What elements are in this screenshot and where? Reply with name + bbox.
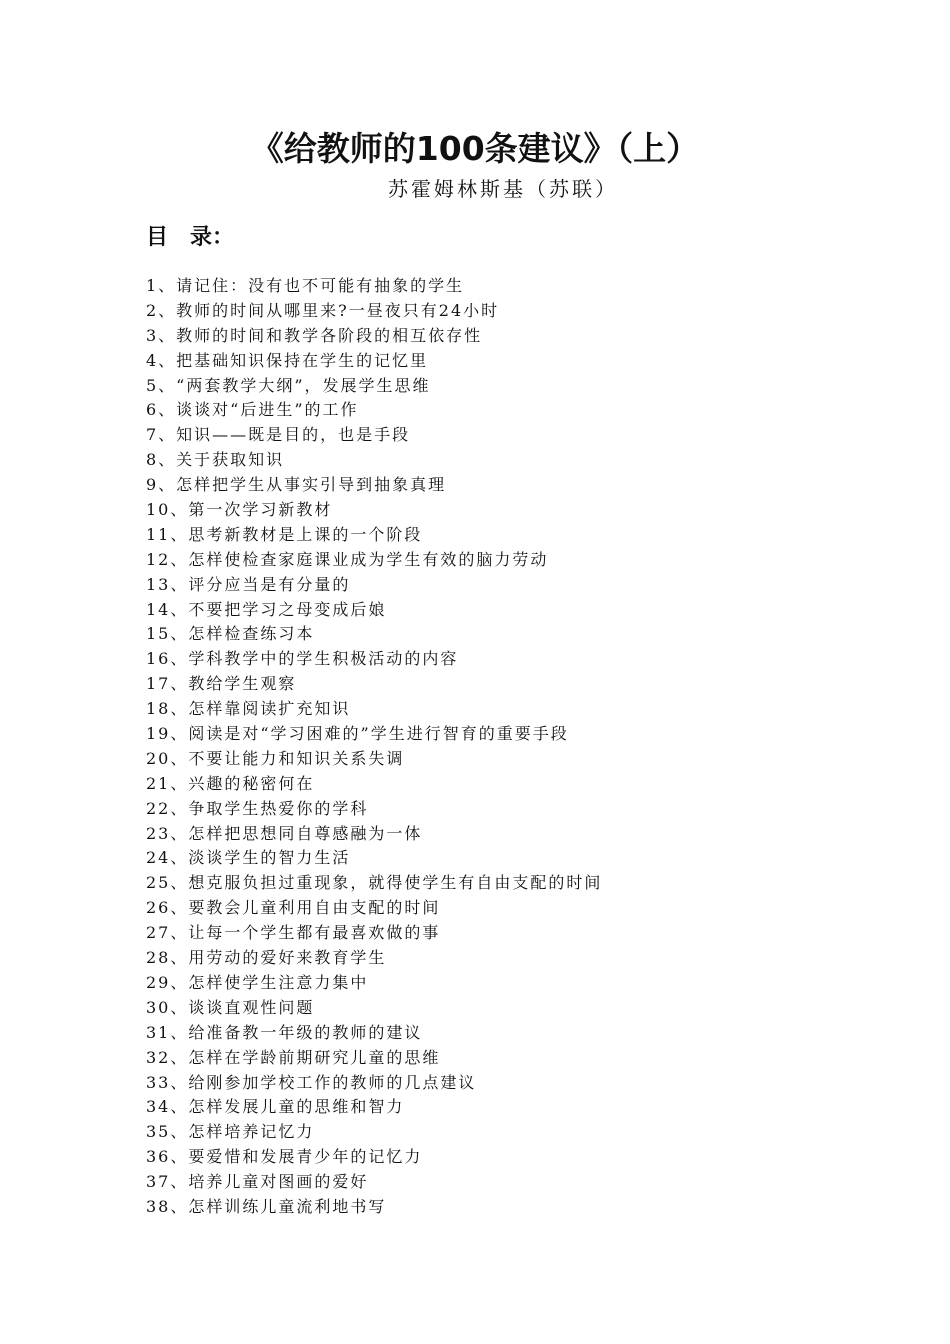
toc-item: 27、让每一个学生都有最喜欢做的事 — [146, 923, 441, 943]
toc-item: 38、怎样训练儿童流利地书写 — [146, 1196, 387, 1216]
toc-item: 34、怎样发展儿童的思维和智力 — [146, 1097, 405, 1117]
toc-item: 29、怎样使学生注意力集中 — [146, 972, 369, 992]
toc-item: 2、教师的时间从哪里来?一昼夜只有24小时 — [146, 300, 500, 320]
toc-item: 9、怎样把学生从事实引导到抽象真理 — [146, 475, 447, 495]
toc-item: 17、教给学生观察 — [146, 674, 297, 694]
toc-item: 31、给准备教一年级的教师的建议 — [146, 1022, 423, 1042]
toc-item: 22、争取学生热爱你的学科 — [146, 798, 369, 818]
toc-heading: 目 录： — [146, 225, 235, 250]
toc-item: 33、给刚参加学校工作的教师的几点建议 — [146, 1072, 477, 1092]
toc-item: 5、“两套教学大纲”，发展学生思维 — [146, 375, 431, 395]
toc-item: 1、请记住：没有也不可能有抽象的学生 — [146, 276, 465, 295]
toc-item: 7、知识——既是目的，也是手段 — [146, 425, 411, 445]
toc-item: 16、学科教学中的学生积极活动的内容 — [146, 649, 459, 669]
toc-item: 3、教师的时间和教学各阶段的相互依存性 — [146, 325, 483, 345]
toc-item: 35、怎样培养记忆力 — [146, 1122, 315, 1142]
toc-item: 30、谈谈直观性问题 — [146, 997, 315, 1017]
page-title: 《给教师的100条建议》（上） — [250, 129, 700, 168]
toc-item: 10、第一次学习新教材 — [146, 500, 333, 520]
toc-item: 19、阅读是对“学习困难的”学生进行智育的重要手段 — [146, 724, 569, 744]
toc-item: 14、不要把学习之母变成后娘 — [146, 599, 387, 619]
toc-item: 24、淡谈学生的智力生活 — [146, 848, 351, 868]
toc-item: 4、把基础知识保持在学生的记忆里 — [146, 350, 429, 370]
author-line: 苏霍姆林斯基（苏联） — [388, 177, 618, 201]
toc-item: 6、谈谈对“后进生”的工作 — [146, 400, 359, 420]
toc-item: 11、思考新教材是上课的一个阶段 — [146, 524, 423, 544]
toc-item: 15、怎样检查练习本 — [146, 624, 315, 644]
toc-item: 28、用劳动的爱好来教育学生 — [146, 948, 387, 968]
toc-item: 37、培养儿童对图画的爱好 — [146, 1172, 369, 1192]
toc-item: 26、要教会儿童利用自由支配的时间 — [146, 898, 441, 918]
toc-item: 12、怎样使检查家庭课业成为学生有效的脑力劳动 — [146, 549, 549, 569]
toc-item: 23、怎样把思想同自尊感融为一体 — [146, 823, 423, 843]
toc-item: 36、要爱惜和发展青少年的记忆力 — [146, 1147, 423, 1167]
toc-item: 32、怎样在学龄前期研究儿童的思维 — [146, 1047, 441, 1067]
toc-item: 13、评分应当是有分量的 — [146, 574, 351, 594]
toc-item: 21、兴趣的秘密何在 — [146, 773, 315, 793]
toc-item: 20、不要让能力和知识关系失调 — [146, 748, 405, 768]
table-of-contents — [146, 274, 602, 1220]
toc-item: 18、怎样靠阅读扩充知识 — [146, 699, 351, 719]
toc-item: 8、关于获取知识 — [146, 450, 285, 470]
toc-item: 25、想克服负担过重现象，就得使学生有自由支配的时间 — [146, 873, 603, 893]
